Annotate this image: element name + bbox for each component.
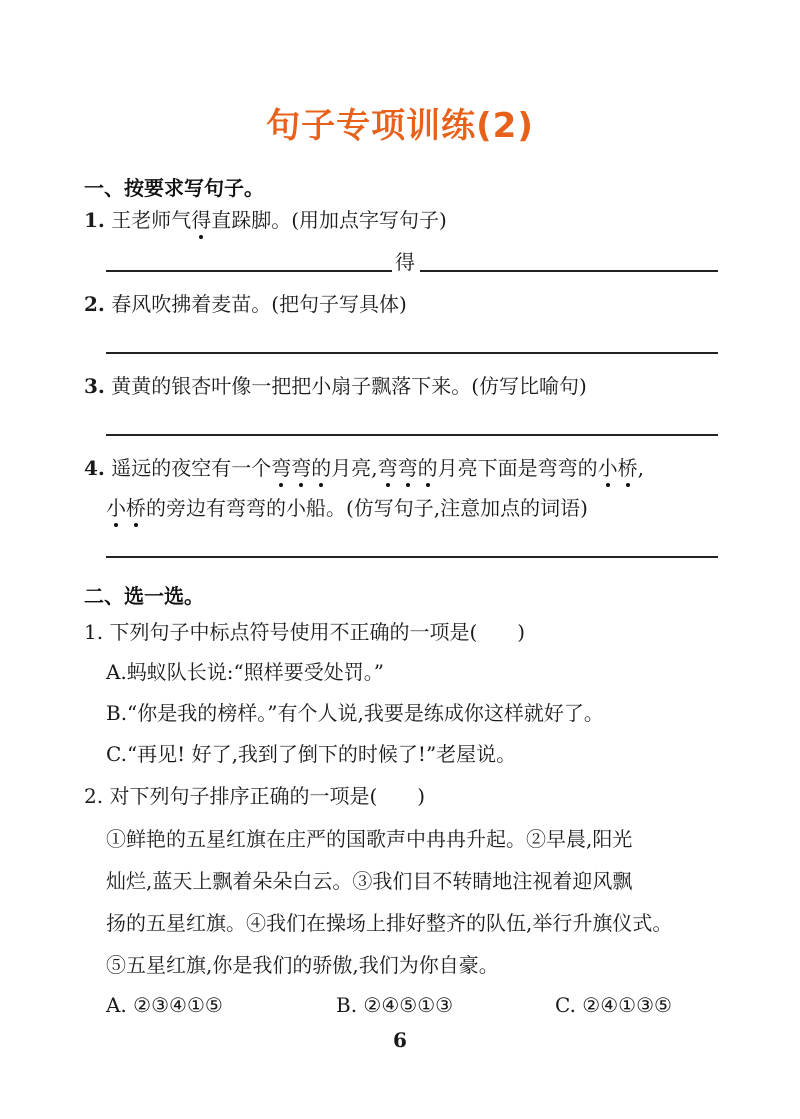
dotted-character: 的 bbox=[417, 456, 438, 480]
question-number: 2. bbox=[84, 292, 105, 316]
answer-line-4[interactable] bbox=[106, 556, 718, 558]
question-text: 的旁边有弯弯的小船。(仿写句子,注意加点的词语) bbox=[146, 496, 588, 520]
dotted-character: 得 bbox=[191, 208, 212, 232]
dotted-text bbox=[598, 456, 638, 480]
page-title: 句子专项训练(2) bbox=[266, 106, 534, 146]
question-2-2-passage-line-3: 扬的五星红旗。④我们在操场上排好整齐的队伍,举行升旗仪式。 bbox=[106, 911, 673, 935]
dotted-text bbox=[378, 456, 438, 480]
question-number: 1. bbox=[84, 208, 105, 232]
question-text: 月亮下面是弯弯的 bbox=[437, 456, 598, 480]
question-1-1 bbox=[84, 210, 447, 230]
dotted-character: 小 bbox=[597, 456, 618, 480]
question-2-1-stem: 1. 下列句子中标点符号使用不正确的一项是( ) bbox=[84, 620, 526, 644]
dotted-word-1 bbox=[271, 456, 331, 480]
question-number: 4. bbox=[84, 456, 105, 480]
section-2-heading: 二、选一选。 bbox=[84, 584, 204, 608]
dotted-character: 弯 bbox=[291, 456, 312, 480]
dotted-character: 弯 bbox=[377, 456, 398, 480]
question-text-post: 直跺脚。(用加点字写句子) bbox=[211, 208, 447, 232]
question-2-1-option-c[interactable]: C.“再见! 好了,我到了倒下的时候了!”老屋说。 bbox=[106, 742, 517, 766]
dotted-word-3 bbox=[598, 456, 638, 480]
answer-line-3[interactable] bbox=[106, 434, 718, 436]
question-1-4-line-1 bbox=[84, 458, 644, 478]
dotted-text bbox=[106, 496, 146, 520]
dotted-character: 小 bbox=[106, 496, 126, 520]
question-2-2-option-b[interactable]: B. ②④⑤①③ bbox=[336, 993, 454, 1017]
answer-line-1b[interactable] bbox=[420, 270, 718, 272]
dotted-text bbox=[271, 456, 331, 480]
dotted-character: 弯 bbox=[271, 456, 292, 480]
dotted-character: 的 bbox=[311, 456, 332, 480]
question-text: 遥远的夜空有一个 bbox=[111, 456, 272, 480]
dotted-character: 弯 bbox=[397, 456, 418, 480]
question-text-pre: 王老师气 bbox=[111, 208, 192, 232]
section-1-heading: 一、按要求写句子。 bbox=[84, 176, 264, 200]
dotted-word-2 bbox=[378, 456, 438, 480]
question-2-1-option-b[interactable]: B.“你是我的榜样。”有个人说,我要是练成你这样就好了。 bbox=[106, 701, 604, 725]
question-2-2-stem: 2. 对下列句子排序正确的一项是( ) bbox=[84, 784, 426, 808]
question-text: 月亮, bbox=[331, 456, 378, 480]
question-2-2-passage-line-2: 灿烂,蓝天上飘着朵朵白云。③我们目不转睛地注视着迎风飘 bbox=[106, 869, 633, 893]
answer-line-2[interactable] bbox=[106, 352, 718, 354]
answer-line-1a[interactable] bbox=[106, 270, 392, 272]
question-text: , bbox=[637, 456, 644, 480]
dotted-word-4 bbox=[106, 496, 146, 520]
blank-connector-word: 得 bbox=[395, 250, 415, 274]
dotted-character: 桥 bbox=[617, 456, 638, 480]
question-1-3 bbox=[84, 376, 587, 396]
question-2-2-option-c[interactable]: C. ②④①③⑤ bbox=[555, 993, 672, 1017]
question-1-2 bbox=[84, 294, 407, 314]
question-2-2-option-a[interactable]: A. ②③④①⑤ bbox=[106, 993, 223, 1017]
dotted-character: 桥 bbox=[126, 496, 146, 520]
question-2-2-passage-line-4: ⑤五星红旗,你是我们的骄傲,我们为你自豪。 bbox=[106, 953, 499, 977]
question-number: 3. bbox=[84, 374, 105, 398]
question-2-1-option-a[interactable]: A.蚂蚁队长说:“照样要受处罚。” bbox=[106, 660, 384, 684]
question-text: 春风吹拂着麦苗。(把句子写具体) bbox=[111, 292, 407, 316]
question-2-2-passage-line-1: ①鲜艳的五星红旗在庄严的国歌声中冉冉升起。②早晨,阳光 bbox=[106, 827, 633, 851]
question-text: 黄黄的银杏叶像一把把小扇子飘落下来。(仿写比喻句) bbox=[111, 374, 587, 398]
question-1-4-line-2 bbox=[106, 498, 588, 518]
page-number: 6 bbox=[393, 1028, 407, 1052]
